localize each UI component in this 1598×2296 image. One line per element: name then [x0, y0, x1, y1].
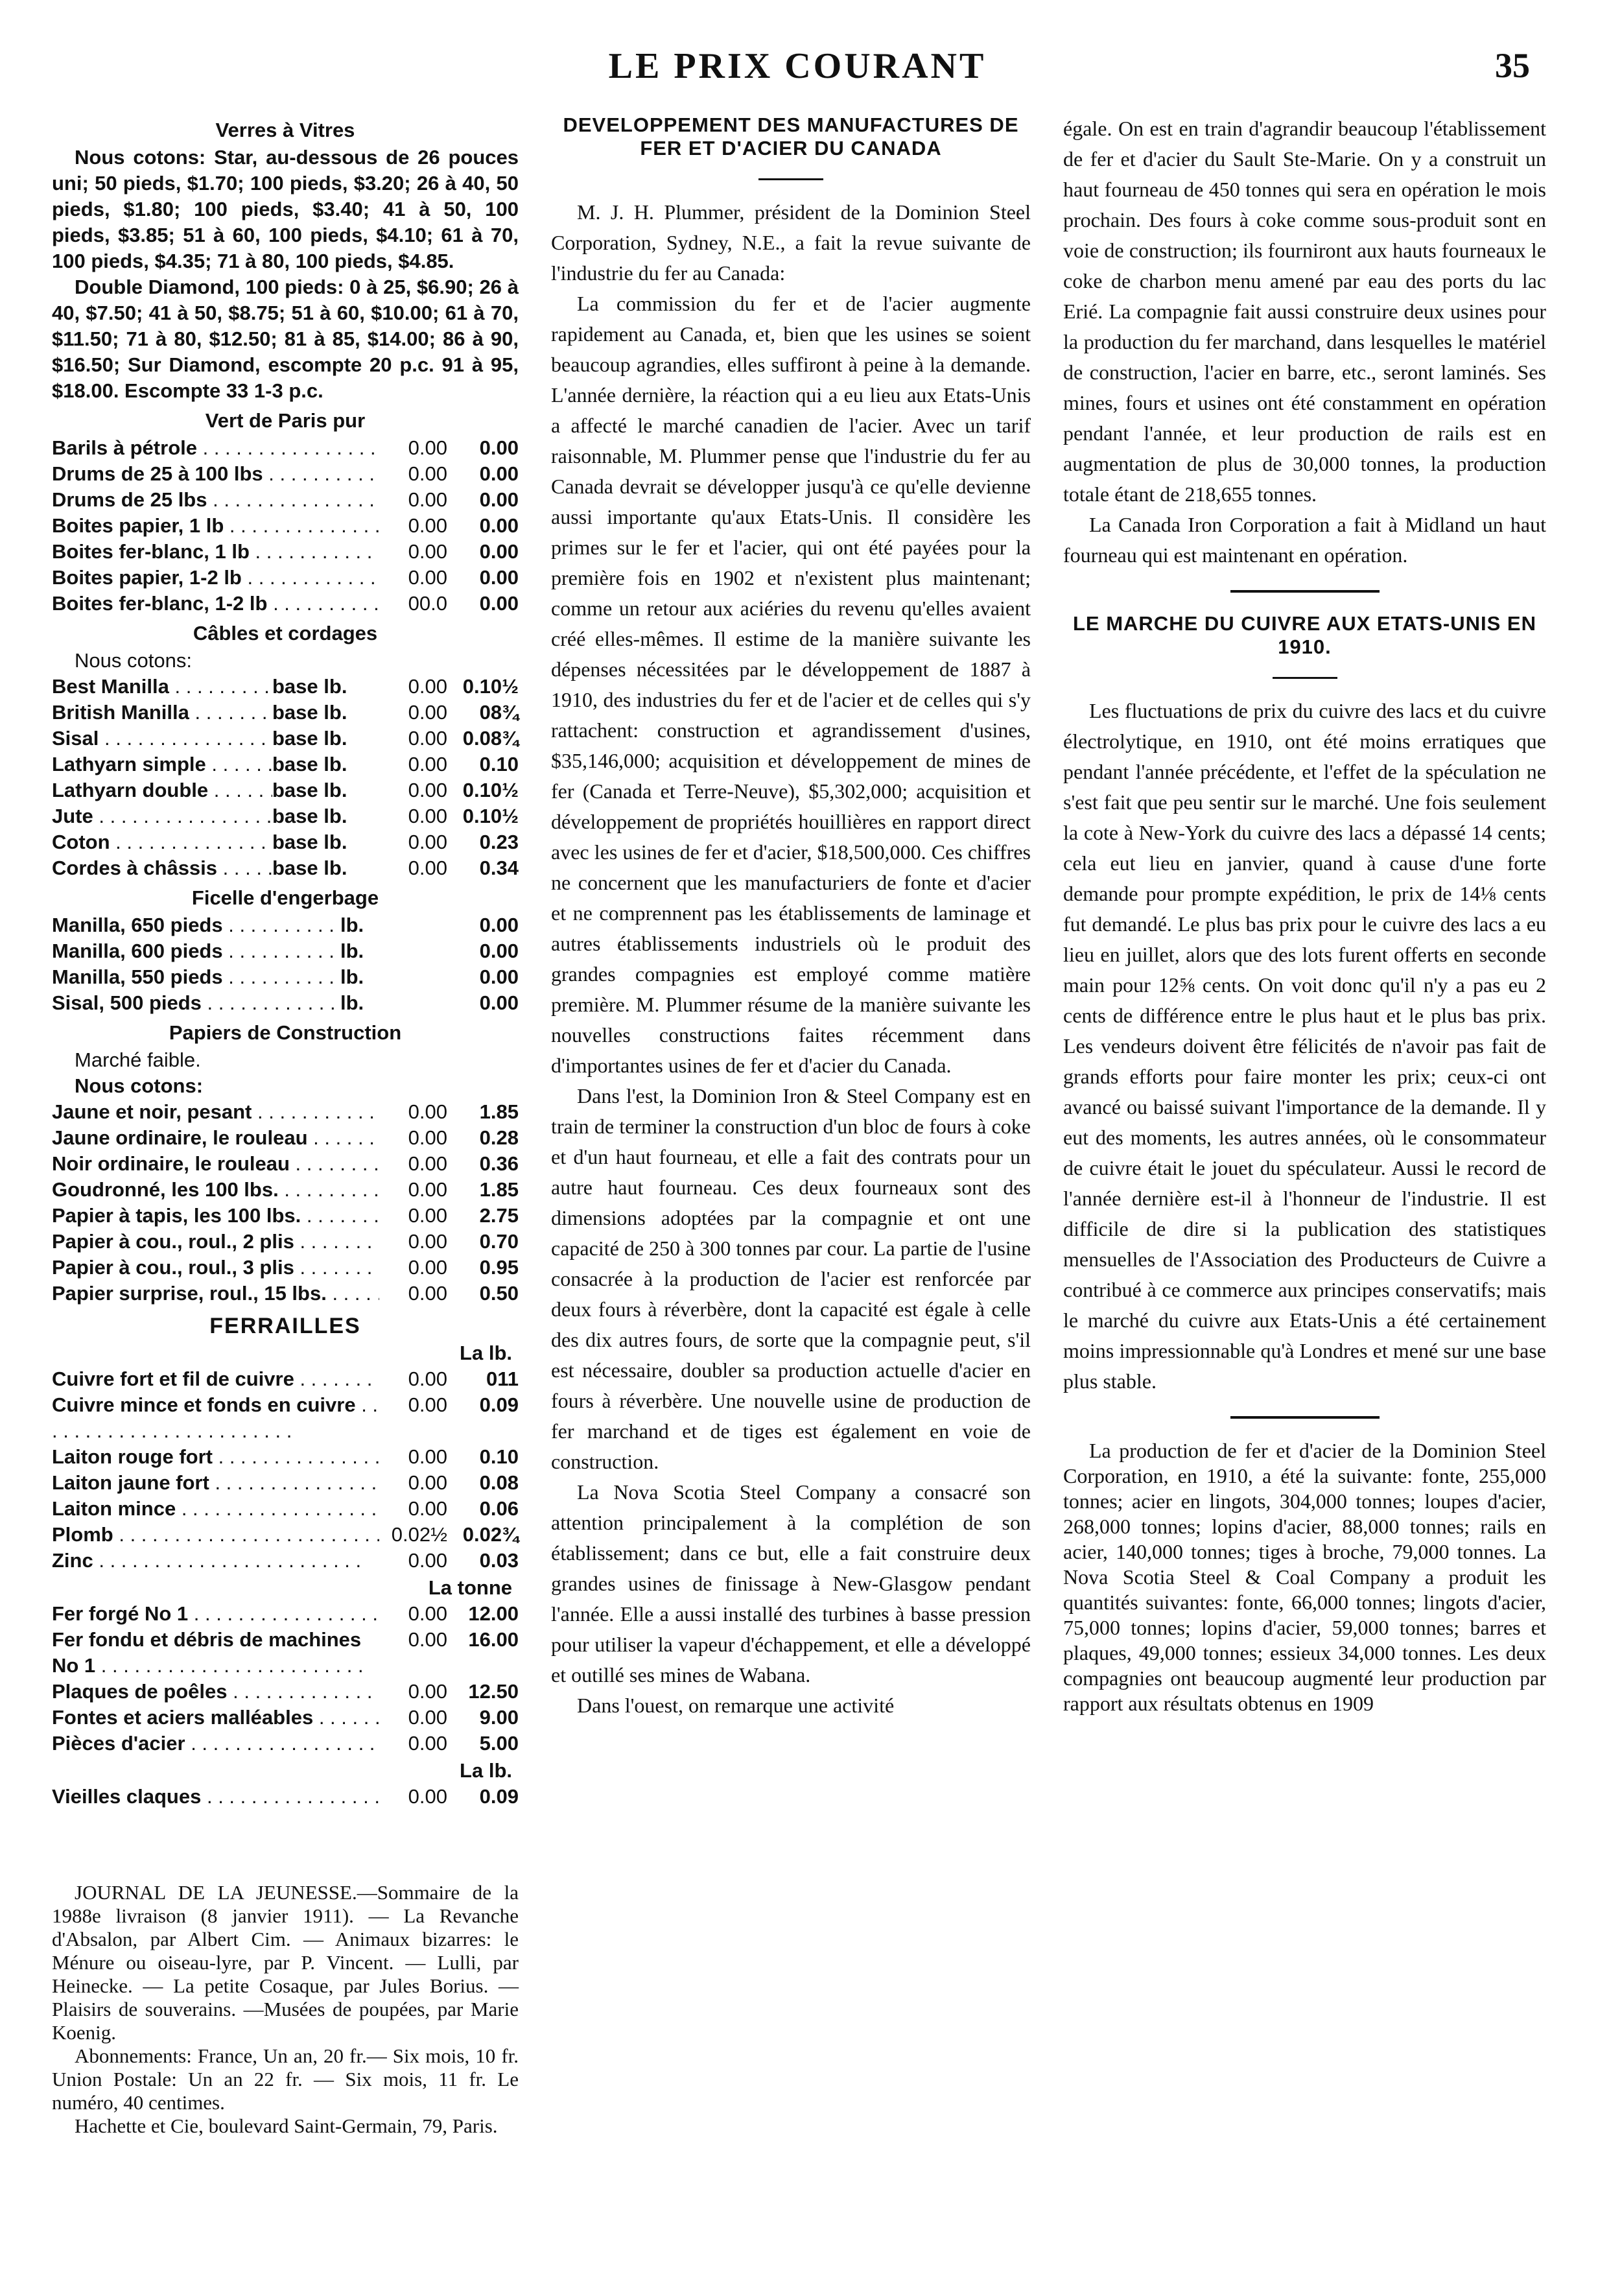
item-unit: base lb. [272, 831, 347, 853]
price-row [52, 1601, 519, 1627]
article-column-copper [1063, 113, 1546, 1716]
cables-list [52, 674, 519, 881]
price-row [52, 1177, 519, 1203]
journal-subscriptions: Abonnements: France, Un an, 20 fr.— Six mois, 10 fr. Union Postale: Un an 22 fr. — Six mois, 11 fr. Le numéro, 40 centimes. [52, 2044, 519, 2114]
price-min: 0.00 [408, 1549, 447, 1572]
price-min: 0.00 [408, 1706, 447, 1729]
price-min: 0.00 [408, 1152, 447, 1175]
item-name: Zinc . . . [52, 1548, 379, 1574]
item-name: Laiton rouge fort . . . [52, 1444, 379, 1470]
article-paragraph: La commission du fer et de l'acier augmente rapidement au Canada, et, bien que les usines se soient beaucoup agrandies, elles suffiront à peine à la demande. L'année dernière, la réaction qui a eu lieu aux Etats-Unis a affecté le marché canadien de l'acier. Avec un tarif raisonnable, M. Plummer pense que l'industrie du fer au Canada devrait se développer jusqu'à ce qu'elle devienne aussi importante qu'aux Etats-Unis. Il considère les primes sur le fer et l'acier, qui ont été payées pour la première fois en 1902 et n'existent plus maintenant; comme un retour aux aciéries du revenu qu'elles avaient créé elles-mêmes. Il estime de la manière suivante les dépenses nécessitées par le développement de 1887 à 1910, des industries du fer et de l'acier et de celles qui s'y rattachent: construction et agrandissement d'usines, $35,146,000; acquisition et développement de mines de fer (Canada et Terre-Neuve), $5,302,000; acquisition et développement de propriétés houillières en rapport direct avec les usines de fer et d'acier, $18,500,000. Ces chiffres ne concernent que les manufacturiers de fonte et d'acier et ne comprennent pas les établissements de laminage et autres établissements industriels où le produit des grandes compagnies est employé comme matière première. M. Plummer résume de la manière suivante les nouvelles constructions faites récemment dans d'importantes usines de fer et d'acier du Canada. [551, 292, 1031, 1077]
price-max: 12.00 [468, 1602, 519, 1625]
price-row [52, 803, 519, 829]
price-row [52, 487, 519, 513]
price-max: 9.00 [479, 1706, 519, 1729]
item-name: Cuivre fort et fil de cuivre . . . [52, 1366, 379, 1392]
item-unit: lb. [340, 991, 364, 1014]
price-min: 0.00 [408, 701, 447, 724]
price-min: 0.00 [408, 566, 447, 589]
price-max: 0.10½ [462, 805, 519, 827]
item-name: Coton . . . [52, 829, 272, 855]
price-min: 00.0 [408, 592, 447, 615]
section-title-vert-de-paris: Vert de Paris pur [205, 409, 366, 432]
price-min: 0.00 [408, 1732, 447, 1755]
price-row [52, 1203, 519, 1229]
price-row [52, 1392, 519, 1444]
price-min: 0.00 [408, 1497, 447, 1520]
price-max: 0.08 [479, 1471, 519, 1494]
price-min: 0.00 [408, 1256, 447, 1279]
item-unit: base lb. [272, 675, 347, 698]
price-max: 0.00 [479, 965, 519, 988]
price-max: 1.85 [479, 1178, 519, 1201]
price-row [52, 461, 519, 487]
price-min: 0.00 [408, 514, 447, 537]
price-row [52, 1281, 519, 1307]
item-name: Papier à cou., roul., 3 plis . . . [52, 1255, 379, 1281]
price-min: 0.00 [408, 1628, 447, 1651]
item-name: Barils à pétrole . . . [52, 435, 379, 461]
section-title-papiers: Papiers de Construction [169, 1021, 402, 1044]
price-row [52, 435, 519, 461]
article-paragraph: Les fluctuations de prix du cuivre des lacs et du cuivre électrolytique, en 1910, ont été moins erratiques que pendant l'année précédente, et l'effet de la spéculation ne s'est fait que peu sentir sur le marché. Une fois seulement la cote à New-York du cuivre des lacs a dépassé 14 cents; cela eut lieu en janvier, quand à cause d'une forte demande pour prompte expédition, le prix de 14⅛ cents fut demandé. Le plus bas prix pour le cuivre des lacs a eu lieu en juillet, alors que des lots furent offerts en seconde main pour 12⅝ cents. On voit donc qu'il n'y a pas eu 2 cents de différence entre le plus haut et le plus bas prix. Les vendeurs doivent être félicités de n'avoir pas fait de grands efforts pour faire monter les prix; ceux-ci ont avancé ou baissé suivant l'importance de la demande. Il y eut des moments, les autres années, où le consommateur de cuivre était le jouet du spéculateur. Aussi le record de l'année dernière est-il à l'honneur de l'industrie. Il est difficile de dire si la publication des statistiques mensuelles de l'Association des Producteurs de Cuivre a contribué à ce commerce aux principes conservatifs; mais le marché du cuivre aux Etats-Unis a été certainement moins impressionnable qu'à Londres et mené sur une base plus stable. [1063, 699, 1546, 1393]
ferrailles-list-tonne [52, 1601, 519, 1757]
section-rule [1230, 1416, 1380, 1419]
article-paragraph: M. J. H. Plummer, président de la Dominion Steel Corporation, Sydney, N.E., a fait la revue suivante de l'industrie du fer au Canada: [551, 200, 1031, 285]
price-row [52, 1679, 519, 1705]
item-name: Vieilles claques . . . [52, 1784, 379, 1810]
price-min: 0.00 [408, 1100, 447, 1123]
price-max: 0.10½ [462, 675, 519, 698]
price-row [52, 1627, 519, 1679]
price-max: 1.85 [479, 1100, 519, 1123]
price-min: 0.00 [408, 1178, 447, 1201]
price-row [52, 964, 519, 990]
price-max: 0.00 [479, 514, 519, 537]
item-unit: lb. [340, 965, 364, 988]
price-min: 0.00 [408, 488, 447, 511]
article-paragraph: Dans l'est, la Dominion Iron & Steel Company est en train de terminer la construction d'un bloc de fours à coke et d'un haut fourneau, et elle a fait des contrats pour un autre haut fourneau. Ces deux fourneaux sont des dimensions adoptées par la compagnie et ont une capacité de 250 à 300 tonnes par cour. La partie de l'usine consacrée à la production de l'acier est renforcée par deux fours à réverbère, dont la capacité est égale à celle des dix autres fours, de sorte que la compagnie peut, s'il est nécessaire, doubler sa production actuelle d'acier en fours à réverbère. Une nouvelle usine de production de fer marchand et de tiges est également en voie de construction. [551, 1084, 1031, 1473]
price-max: 0.00 [479, 540, 519, 563]
price-min: 0.00 [408, 436, 447, 459]
item-unit: lb. [340, 914, 364, 936]
price-row [52, 1444, 519, 1470]
price-max: 0.10 [479, 753, 519, 775]
item-name: Plaques de poêles . . . [52, 1679, 379, 1705]
price-min: 0.00 [408, 675, 447, 698]
price-row [52, 912, 519, 938]
price-max: 0.03 [479, 1549, 519, 1572]
price-max: 16.00 [468, 1628, 519, 1651]
price-min: 0.00 [408, 805, 447, 827]
price-row [52, 1548, 519, 1574]
price-min: 0.00 [408, 1445, 447, 1468]
price-max: 0.08¾ [462, 727, 519, 750]
section-rule [1230, 590, 1380, 593]
price-max: 0.00 [479, 991, 519, 1014]
section-title-ferrailles: FERRAILLES [209, 1314, 361, 1338]
item-unit: base lb. [272, 805, 347, 827]
price-row [52, 1255, 519, 1281]
heading-rule [1273, 677, 1337, 679]
price-row [52, 1705, 519, 1731]
price-row [52, 565, 519, 591]
price-row [52, 1229, 519, 1255]
price-min: 0.00 [408, 1602, 447, 1625]
price-max: 0.02¾ [462, 1523, 519, 1546]
papiers-note-cotons: Nous cotons: [75, 1074, 204, 1097]
price-row [52, 1784, 519, 1810]
price-list-column [52, 113, 519, 2138]
price-max: 0.23 [479, 831, 519, 853]
price-row [52, 674, 519, 700]
item-name: Jaune et noir, pesant . . . [52, 1099, 379, 1125]
item-name: Fer forgé No 1 . . . [52, 1601, 379, 1627]
vert-de-paris-list [52, 435, 519, 617]
item-name: Drums de 25 lbs . . . [52, 487, 379, 513]
price-row [52, 700, 519, 726]
price-row [52, 539, 519, 565]
price-min: 0.00 [408, 831, 447, 853]
page-header-title: LE PRIX COURANT [608, 46, 987, 86]
price-max: 0.00 [479, 940, 519, 962]
price-max: 011 [486, 1367, 519, 1390]
price-min: 0.00 [408, 753, 447, 775]
price-min: 0.00 [408, 1393, 447, 1416]
price-max: 0.50 [479, 1282, 519, 1305]
price-min: 0.00 [408, 1785, 447, 1808]
item-name: Fer fondu et débris de machines No 1 . . . [52, 1627, 379, 1679]
article-heading-copper: LE MARCHE DU CUIVRE AUX ETATS-UNIS EN 1910. [1072, 612, 1536, 658]
item-name: Manilla, 600 pieds . . . [52, 938, 340, 964]
price-row [52, 777, 519, 803]
item-unit: lb. [340, 940, 364, 962]
price-row [52, 726, 519, 752]
item-name: Cuivre mince et fonds en cuivre . . . [52, 1392, 379, 1444]
price-max: 0.09 [479, 1785, 519, 1808]
item-name: Plomb . . . [52, 1522, 379, 1548]
price-max: 0.09 [479, 1393, 519, 1416]
price-row [52, 829, 519, 855]
price-row [52, 1366, 519, 1392]
item-name: Boites papier, 1 lb . . . [52, 513, 379, 539]
item-name: Boites papier, 1-2 lb . . . [52, 565, 379, 591]
item-name: Manilla, 650 pieds . . . [52, 912, 340, 938]
ferrailles-list-lb [52, 1366, 519, 1574]
price-max: 0.00 [479, 566, 519, 589]
price-max: 5.00 [479, 1732, 519, 1755]
section-title-ficelle: Ficelle d'engerbage [191, 886, 379, 909]
item-name: Pièces d'acier . . . [52, 1731, 379, 1757]
price-min: 0.00 [408, 540, 447, 563]
price-row [52, 1522, 519, 1548]
section-title-verres: Verres à Vitres [215, 119, 355, 141]
article-paragraph: La Nova Scotia Steel Company a consacré son attention principalement à la complétion de son établissement; dans ce but, elle a fait construire deux grandes usines de finissage à New-Glasgow pendant l'année. Elle a aussi installé des turbines à basse pression pour utiliser la vapeur d'échappement, et elle a développé et outillé ses mines de Wabana. [551, 1480, 1031, 1686]
price-min: 0.00 [408, 857, 447, 879]
price-row [52, 1125, 519, 1151]
price-row [52, 1470, 519, 1496]
item-name: Cordes à châssis . . . [52, 855, 272, 881]
price-max: 0.06 [479, 1497, 519, 1520]
price-min: 0.00 [408, 1204, 447, 1227]
item-unit: base lb. [272, 779, 347, 801]
price-row [52, 938, 519, 964]
item-name: Jute . . . [52, 803, 272, 829]
price-row [52, 1496, 519, 1522]
article-column-steel [551, 113, 1031, 1721]
papiers-note-market: Marché faible. [75, 1048, 201, 1071]
unit-label-tonne: La tonne [428, 1576, 512, 1599]
item-name: Laiton mince . . . [52, 1496, 379, 1522]
item-name: Papier surprise, roul., 15 lbs. . . . [52, 1281, 379, 1307]
price-min: 0.00 [408, 1471, 447, 1494]
price-max: 0.00 [479, 436, 519, 459]
item-name: Boites fer-blanc, 1 lb . . . [52, 539, 379, 565]
price-row [52, 513, 519, 539]
item-name: Lathyarn double . . . [52, 777, 272, 803]
item-name: Fontes et aciers malléables . . . [52, 1705, 379, 1731]
price-max: 0.10 [479, 1445, 519, 1468]
item-name: Papier à cou., roul., 2 plis . . . [52, 1229, 379, 1255]
price-min: 0.00 [408, 1282, 447, 1305]
price-max: 0.36 [479, 1152, 519, 1175]
verres-paragraph-1: Nous cotons: Star, au-dessous de 26 pouces uni; 50 pieds, $1.70; 100 pieds, $3.20; 26 à 40, 50 pieds, $1.80; 100 pieds, $3.40; 41 à 50, 100 pieds, $3.85; 51 à 60, 100 pieds, $4.10; 61 à 70, 100 pieds, $4.35; 71 à 80, 100 pieds, $4.85. [52, 146, 519, 272]
price-row [52, 752, 519, 777]
price-max: 0.00 [479, 914, 519, 936]
item-name: Papier à tapis, les 100 lbs. . . . [52, 1203, 379, 1229]
ferrailles-list-claques [52, 1784, 519, 1810]
price-row [52, 855, 519, 881]
price-max: 2.75 [479, 1204, 519, 1227]
item-name: Laiton jaune fort . . . [52, 1470, 379, 1496]
price-max: 08¾ [479, 701, 519, 724]
price-max: 0.95 [479, 1256, 519, 1279]
item-name: Boites fer-blanc, 1-2 lb . . . [52, 591, 379, 617]
price-row [52, 1731, 519, 1757]
papiers-list [52, 1099, 519, 1307]
price-min: 0.00 [408, 1126, 447, 1149]
price-row [52, 591, 519, 617]
item-name: Lathyarn simple . . . [52, 752, 272, 777]
page-number: 35 [1495, 46, 1530, 85]
price-max: 0.70 [479, 1230, 519, 1253]
item-unit: base lb. [272, 753, 347, 775]
item-name: Sisal . . . [52, 726, 272, 752]
item-name: Goudronné, les 100 lbs. . . . [52, 1177, 379, 1203]
item-unit: base lb. [272, 701, 347, 724]
journal-summary: JOURNAL DE LA JEUNESSE.—Sommaire de la 1988e livraison (8 janvier 1911). — La Revanche d'Absalon, par Albert Cim. — Animaux bizarres: le Ménure ou oiseau-lyre, par P. Vincent. — Lulli, par Heinecke. — La petite Cosaque, par Jules Borius. — Plaisirs de souverains. —Musées de poupées, par Marie Koenig. [52, 1881, 519, 2044]
item-name: Manilla, 550 pieds . . . [52, 964, 340, 990]
heading-rule [758, 178, 823, 180]
journal-de-la-jeunesse-notice [52, 1881, 519, 2138]
unit-label-lb-2: La lb. [460, 1759, 512, 1782]
price-max: 0.00 [479, 462, 519, 485]
item-name: British Manilla . . . [52, 700, 272, 726]
item-name: Noir ordinaire, le rouleau . . . [52, 1151, 379, 1177]
price-min: 0.00 [408, 727, 447, 750]
article-paragraph: La production de fer et d'acier de la Dominion Steel Corporation, en 1910, a été la suivante: fonte, 255,000 tonnes; acier en lingots, 304,000 tonnes; loupes d'acier, 268,000 tonnes; lopins d'acier, 88,000 tonnes; rails en acier, 140,000 tonnes; tiges à broche, 79,000 tonnes. La Nova Scotia Steel & Coal Company a produit les quantités suivantes: fonte, 66,000 tonnes; lingots d'acier, 75,000 tonnes; lopins d'acier, 59,000 tonnes; barres et plaques, 49,000 tonnes; essieux 34,000 tonnes. Les deux compagnies ont beaucoup augmenté leur production par rapport aux résultats obtenus en 1909 [1063, 1439, 1546, 1715]
item-name: Best Manilla . . . [52, 674, 272, 700]
journal-publisher: Hachette et Cie, boulevard Saint-Germain, 79, Paris. [75, 2114, 498, 2137]
price-max: 12.50 [468, 1680, 519, 1703]
price-max: 0.34 [479, 857, 519, 879]
article-paragraph: La Canada Iron Corporation a fait à Midland un haut fourneau qui est maintenant en opération. [1063, 513, 1546, 567]
price-min: 0.02½ [391, 1523, 447, 1546]
price-row [52, 1151, 519, 1177]
price-min: 0.00 [408, 779, 447, 801]
item-name: Jaune ordinaire, le rouleau . . . [52, 1125, 379, 1151]
section-title-cables: Câbles et cordages [193, 622, 378, 645]
item-name: Sisal, 500 pieds . . . [52, 990, 340, 1016]
price-max: 0.00 [479, 592, 519, 615]
article-paragraph: Dans l'ouest, on remarque une activité [577, 1694, 895, 1717]
price-max: 0.28 [479, 1126, 519, 1149]
article-heading-steel: DEVELOPPEMENT DES MANUFACTURES DE FER ET D'ACIER DU CANADA [563, 113, 1019, 160]
item-unit: base lb. [272, 857, 347, 879]
price-max: 0.00 [479, 488, 519, 511]
price-max: 0.10½ [462, 779, 519, 801]
price-min: 0.00 [408, 462, 447, 485]
verres-paragraph-2: Double Diamond, 100 pieds: 0 à 25, $6.90; 26 à 40, $7.50; 41 à 50, $8.75; 51 à 60, $10.00; 61 à 70, $11.50; 71 à 80, $12.50; 81 à 85, $14.00; 86 à 90, $16.50; Sur Diamond, escompte 20 p.c. 91 à 95, $18.00. Escompte 33 1-3 p.c. [52, 276, 519, 402]
ficelle-list [52, 912, 519, 1016]
cables-note: Nous cotons: [75, 649, 192, 672]
price-min: 0.00 [408, 1367, 447, 1390]
price-row [52, 990, 519, 1016]
item-name: Drums de 25 à 100 lbs . . . [52, 461, 379, 487]
item-unit: base lb. [272, 727, 347, 750]
article-paragraph: égale. On est en train d'agrandir beaucoup l'établissement de fer et d'acier du Sault Ste-Marie. On y a construit un haut fourneau de 450 tonnes qui sera en opération le mois prochain. Des fours à coke comme sous-produit sont en voie de construction; ils fourniront aux hauts fourneaux le coke de charbon menu amené par eau des ports du lac Erié. La compagnie fait aussi construire deux usines pour la production du fer marchand, dans lesquelles le matériel de construction, l'acier en barre, etc., seront laminés. Ses mines, fours et usines ont été constamment en opération pendant l'année, et leur production de rails est en augmentation de plus de 30,000 tonnes, la production totale étant de 218,655 tonnes. [1063, 117, 1546, 506]
price-row [52, 1099, 519, 1125]
price-min: 0.00 [408, 1230, 447, 1253]
unit-label-lb: La lb. [460, 1342, 512, 1364]
price-min: 0.00 [408, 1680, 447, 1703]
